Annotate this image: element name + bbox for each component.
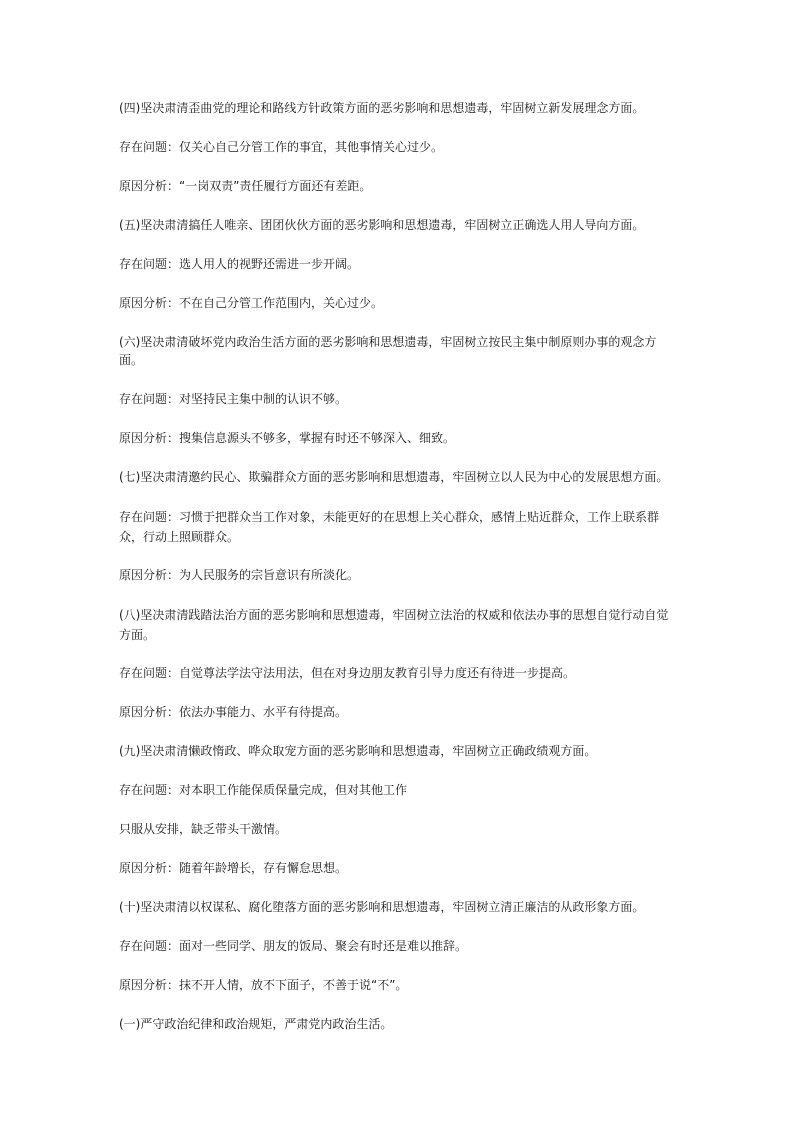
cause-text-4: 原因分析：“一岗双责”责任履行方面还有差距。	[119, 179, 372, 193]
problem-text-5: 存在问题：选人用人的视野还需进一步开阔。	[119, 257, 360, 271]
section-heading-10: (十)坚决肃清以权谋私、腐化堕落方面的恶劣影响和思想遗毒，牢固树立清正廉洁的从政形象方面。	[119, 900, 645, 914]
problem-text-8: 存在问题：自觉尊法学法守法用法，但在对身边朋友教育引导力度还有待进一步提高。	[119, 666, 576, 680]
cause-text-9: 原因分析：随着年龄增长，存有懈怠思想。	[119, 861, 348, 875]
problem-text-9: 存在问题：对本职工作能保质保量完成，但对其他工作	[119, 783, 408, 797]
problem-text-6: 存在问题：对坚持民主集中制的认识不够。	[119, 392, 348, 406]
section-heading-4: (四)坚决肃清歪曲党的理论和路线方针政策方面的恶劣影响和思想遗毒，牢固树立新发展理念方面。	[119, 101, 645, 115]
cause-text-10: 原因分析：抹不开人情，放不下面子，不善于说“不”。	[119, 978, 408, 992]
section-heading-8: (八)坚决肃清践踏法治方面的恶劣影响和思想遗毒，牢固树立法治的权威和依法办事的思想自觉行动自觉方面。	[119, 608, 669, 642]
problem-text-9-continued: 只服从安排，缺乏带头干激情。	[119, 822, 288, 836]
section-heading-6: (六)坚决肃清破坏党内政治生活方面的恶劣影响和思想遗毒，牢固树立按民主集中制原则办事的观念方面。	[119, 335, 657, 367]
cause-text-5: 原因分析：不在自己分管工作范围内，关心过少。	[119, 296, 384, 310]
cause-text-8: 原因分析：依法办事能力、水平有待提高。	[119, 705, 348, 719]
problem-text-7: 存在问题：习惯于把群众当工作对象，未能更好的在思想上关心群众，感情上贴近群众，工作上联系群众，行动上照顾群众。	[119, 510, 660, 544]
section-heading-1: (一)严守政治纪律和政治规矩，严肃党内政治生活。	[119, 1017, 393, 1031]
section-heading-5: (五)坚决肃清搞任人唯亲、团团伙伙方面的恶劣影响和思想遗毒，牢固树立正确选人用人导向方面。	[119, 218, 645, 232]
document-body	[119, 99, 679, 1054]
problem-text-4: 存在问题：仅关心自己分管工作的事宜，其他事情关心过少。	[119, 140, 444, 154]
cause-text-6: 原因分析：搜集信息源头不够多，掌握有时还不够深入、细致。	[119, 431, 456, 445]
cause-text-7: 原因分析：为人民服务的宗旨意识有所淡化。	[119, 568, 360, 582]
problem-text-10: 存在问题：面对一些同学、朋友的饭局、聚会有时还是难以推辞。	[119, 939, 468, 953]
section-heading-9: (九)坚决肃清懒政惰政、哗众取宠方面的恶劣影响和思想遗毒，牢固树立正确政绩观方面。	[119, 744, 597, 758]
section-heading-7: (七)坚决肃清邀约民心、欺骗群众方面的恶劣影响和思想遗毒，牢固树立以人民为中心的发展思想方面。	[119, 470, 669, 484]
